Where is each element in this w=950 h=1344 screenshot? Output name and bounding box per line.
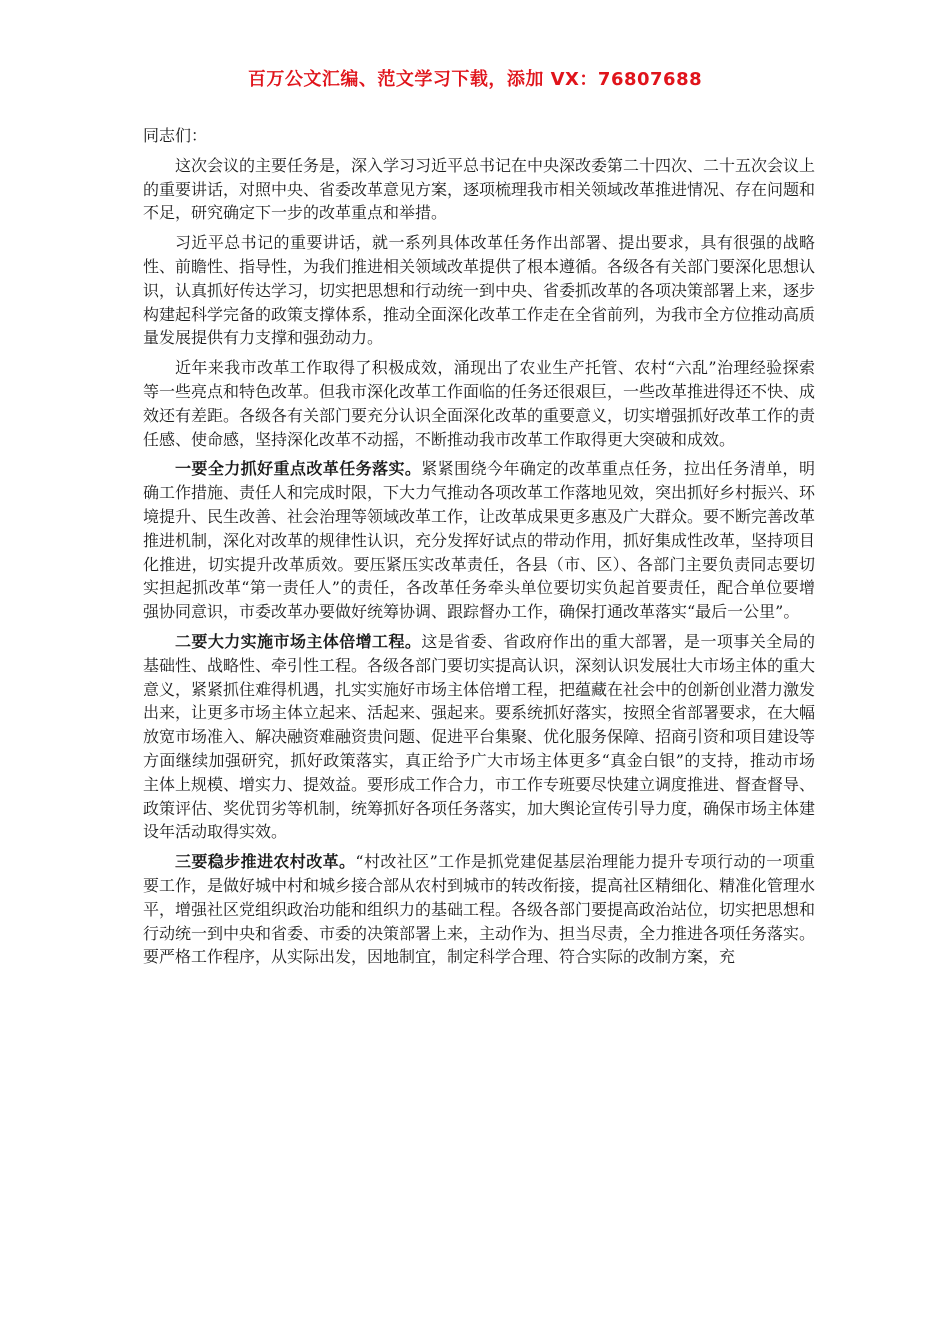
salutation: 同志们：: [143, 126, 208, 145]
paragraph-lead: 一要全力抓好重点改革任务落实。: [175, 459, 422, 479]
paragraph-achievements: [143, 356, 815, 451]
paragraph-text: “村改社区”工作是抓党建促基层治理能力提升专项行动的一项重要工作，是做好城中村和城乡接合部从农村到城市的转改衔接，提高社区精细化、精准化管理水平，增强社区党组织政治功能和组织力的基础工程。各级各部门要提高政治站位，切实把思想和行动统一到中央和省委、市委的决策部署上来，主动作为、担当尽责，全力推进各项任务落实。要严格工作程序，从实际出发，因地制宜，制定科学合理、符合实际的改制方案，充: [143, 852, 816, 967]
paragraph-intro: [143, 154, 815, 225]
paragraph-text: 这是省委、省政府作出的重大部署，是一项事关全局的基础性、战略性、牵引性工程。各级各部门要切实提高认识，深刻认识发展壮大市场主体的重大意义，紧紧抓住难得机遇，扎实实施好市场主体倍增工程，把蕴藏在社会中的创新创业潜力激发出来，让更多市场主体立起来、活起来、强起来。要系统抓好落实，按照全省部署要求，在大幅放宽市场准入、解决融资难融资贵问题、促进平台集聚、优化服务保障、招商引资和项目建设等方面继续加强研究，抓好政策落实，真正给予广大市场主体更多“真金白银”的支持，推动市场主体上规模、增实力、提效益。要形成工作合力，市工作专班要尽快建立调度推进、督查督导、政策评估、奖优罚劣等机制，统筹抓好各项任务落实，加大舆论宣传引导力度，确保市场主体建设年活动取得实效。: [143, 631, 816, 842]
paragraph-text: 这次会议的主要任务是，深入学习习近平总书记在中央深改委第二十四次、二十五次会议上的重要讲话，对照中央、省委改革意见方案，逐项梳理我市相关领域改革推进情况、存在问题和不足，研究确定下一步的改革重点和举措。: [143, 155, 816, 223]
paragraph-speech: [143, 231, 815, 350]
paragraph-point-one: [143, 457, 815, 624]
paragraph-point-two: [143, 630, 815, 844]
paragraph-text: 习近平总书记的重要讲话，就一系列具体改革任务作出部署、提出要求，具有很强的战略性、前瞻性、指导性，为我们推进相关领域改革提供了根本遵循。各级各有关部门要深化思想认识，认真抓好传达学习，切实把思想和行动统一到中央、省委抓改革的各项决策部署上来，逐步构建起科学完备的政策支撑体系，推动全面深化改革工作走在全省前列，为我市全方位推动高质量发展提供有力支撑和强劲动力。: [143, 233, 816, 348]
paragraph-lead: 二要大力实施市场主体倍增工程。: [175, 631, 422, 651]
paragraph-lead: 三要稳步推进农村改革。: [175, 852, 356, 872]
header-banner: 百万公文汇编、范文学习下载，添加 VX：76807688: [247, 69, 703, 90]
paragraph-text: 近年来我市改革工作取得了积极成效，涌现出了农业生产托管、农村“六乱”治理经验探索等一些亮点和特色改革。但我市深化改革工作面临的任务还很艰巨，一些改革推进得还不快、成效还有差距。各级各有关部门要充分认识全面深化改革的重要意义，切实增强抓好改革工作的责任感、使命感，坚持深化改革不动摇，不断推动我市改革工作取得更大突破和成效。: [143, 358, 816, 449]
paragraph-text: 紧紧围绕今年确定的改革重点任务，拉出任务清单，明确工作措施、责任人和完成时限，下大力气推动各项改革工作落地见效，突出抓好乡村振兴、环境提升、民生改善、社会治理等领域改革工作，让改革成果更多惠及广大群众。要不断完善改革推进机制，深化对改革的规律性认识，充分发挥好试点的带动作用，抓好集成性改革，坚持项目化推进，切实提升改革质效。要压紧压实改革责任，各县（市、区）、各部门主要负责同志要切实担起抓改革“第一责任人”的责任，各改革任务牵头单位要切实负起首要责任，配合单位要增强协同意识，市委改革办要做好统筹协调、跟踪督办工作，确保打通改革落实“最后一公里”。: [143, 459, 816, 622]
document-body: [143, 124, 815, 975]
paragraph-point-three: [143, 850, 815, 969]
